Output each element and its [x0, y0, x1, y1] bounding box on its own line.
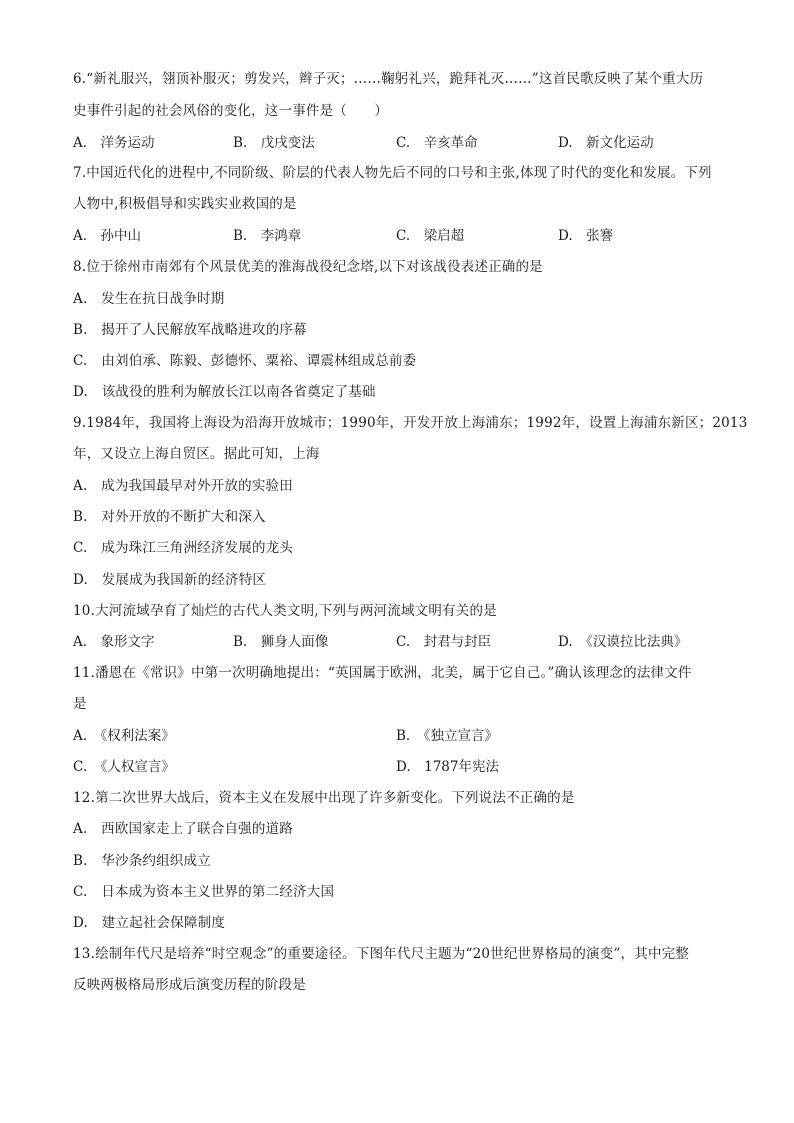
q6-option-a: A. 洋务运动	[73, 135, 155, 151]
q7-stem-line-1: 7.中国近代化的进程中,不同阶级、阶层的代表人物先后不同的口号和主张,体现了时代的变化和发展。下列	[73, 165, 712, 181]
q6-stem-line-2: 史事件引起的社会风俗的变化，这一事件是（ ）	[73, 103, 389, 119]
q12-stem-line-1: 12.第二次世界大战后，资本主义在发展中出现了许多新变化。下列说法不正确的是	[73, 790, 575, 806]
q8-option-b: B. 揭开了人民解放军战略进攻的序幕	[73, 322, 307, 338]
q10-stem-line-1: 10.大河流域孕育了灿烂的古代人类文明,下列与两河流域文明有关的是	[73, 603, 497, 619]
q13-stem-line-2: 反映两极格局形成后演变历程的阶段是	[73, 977, 306, 993]
q6-option-b: B. 戊戌变法	[233, 135, 315, 151]
q9-stem-line-2: 年，又设立上海自贸区。据此可知，上海	[73, 446, 320, 462]
q10-option-d: D. 《汉谟拉比法典》	[558, 634, 688, 650]
q9-option-d: D. 发展成为我国新的经济特区	[73, 572, 267, 588]
q13-stem-line-1: 13.绘制年代尺是培养“时空观念”的重要途径。下图年代尺主题为“20世纪世界格局的演变”，其中完整	[73, 946, 690, 962]
q10-options	[73, 630, 733, 650]
q9-option-c: C. 成为珠江三角洲经济发展的龙头	[73, 540, 294, 556]
q12-option-c: C. 日本成为资本主义世界的第二经济大国	[73, 884, 335, 900]
q9-option-a: A. 成为我国最早对外开放的实验田	[73, 478, 293, 494]
q10-option-a: A. 象形文字	[73, 634, 155, 650]
q10-option-c: C. 封君与封臣	[396, 634, 492, 650]
q12-option-d: D. 建立起社会保障制度	[73, 915, 226, 931]
q11-option-b: B. 《独立宣言》	[396, 728, 498, 744]
q8-stem-line-1: 8.位于徐州市南郊有个风景优美的淮海战役纪念塔,以下对该战役表述正确的是	[73, 259, 543, 275]
q6-option-c: C. 辛亥革命	[396, 135, 478, 151]
q6-stem-line-1: 6.“新礼服兴，翎顶补服灭；剪发兴，辫子灭；……鞠躬礼兴，跪拜礼灭……”这首民歌反映了某个重大历	[73, 71, 704, 87]
q11-stem-line-2: 是	[73, 696, 87, 712]
q7-option-b: B. 李鸿章	[233, 228, 302, 244]
q12-option-b: B. 华沙条约组织成立	[73, 853, 211, 869]
q12-option-a: A. 西欧国家走上了联合自强的道路	[73, 821, 293, 837]
q11-options-row-1	[73, 724, 733, 744]
q10-option-b: B. 狮身人面像	[233, 634, 329, 650]
q7-option-c: C. 梁启超	[396, 228, 465, 244]
q9-option-b: B. 对外开放的不断扩大和深入	[73, 509, 266, 525]
q8-option-d: D. 该战役的胜利为解放长江以南各省奠定了基础	[73, 384, 376, 400]
q11-options-row-2	[73, 755, 733, 775]
q8-option-a: A. 发生在抗日战争时期	[73, 291, 225, 307]
q7-option-d: D. 张謇	[558, 228, 614, 244]
q6-options	[73, 131, 733, 151]
q11-stem-line-1: 11.潘恩在《常识》中第一次明确地提出：“英国属于欧洲，北美，属于它自己。”确认该理念的法律文件	[73, 665, 692, 681]
q7-option-a: A. 孙中山	[73, 228, 142, 244]
q11-option-c: C. 《人权宣言》	[73, 759, 175, 775]
q11-option-d: D. 1787年宪法	[396, 759, 499, 775]
q7-options	[73, 224, 733, 244]
q6-option-d: D. 新文化运动	[558, 135, 654, 151]
q8-option-c: C. 由刘伯承、陈毅、彭德怀、粟裕、谭震林组成总前委	[73, 353, 417, 369]
q11-option-a: A. 《权利法案》	[73, 728, 175, 744]
q7-stem-line-2: 人物中,积极倡导和实践实业救国的是	[73, 196, 297, 212]
q9-stem-line-1: 9.1984年，我国将上海设为沿海开放城市；1990年，开发开放上海浦东；1992年，设置上海浦东新区；2013	[73, 415, 748, 431]
